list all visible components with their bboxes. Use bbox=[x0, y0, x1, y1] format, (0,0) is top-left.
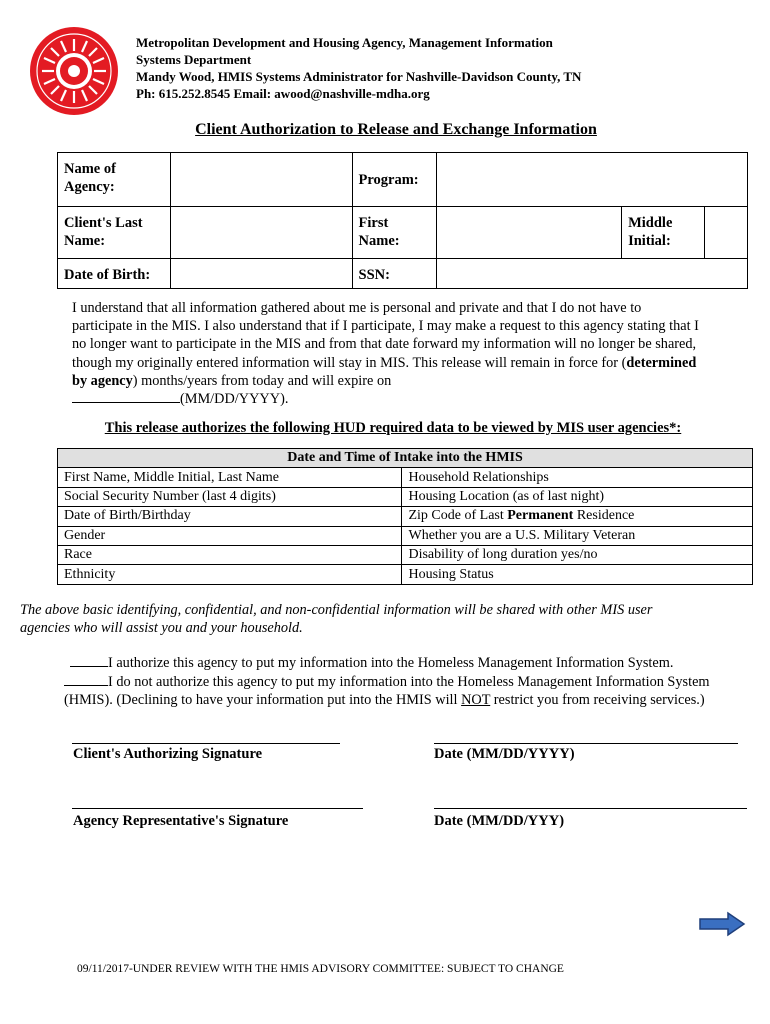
next-page-arrow-icon[interactable] bbox=[698, 911, 746, 937]
dob-field[interactable] bbox=[170, 259, 352, 289]
client-signature-line[interactable] bbox=[72, 743, 340, 744]
ssn-field[interactable] bbox=[437, 259, 748, 289]
hud-table-header: Date and Time of Intake into the HMIS bbox=[58, 449, 753, 468]
hud-item: Date of Birth/Birthday bbox=[58, 507, 402, 526]
header-line-3: Mandy Wood, HMIS Systems Administrator for Nashville-Davidson County, TN bbox=[136, 69, 582, 84]
zip-bold: Permanent bbox=[507, 508, 574, 524]
hud-item: Housing Location (as of last night) bbox=[402, 487, 753, 506]
authorize-no-blank[interactable] bbox=[64, 673, 108, 686]
hud-item: Ethnicity bbox=[58, 565, 402, 584]
dob-label: Date of Birth: bbox=[58, 259, 171, 289]
program-field[interactable] bbox=[437, 153, 748, 207]
agency-date-line[interactable] bbox=[434, 808, 747, 809]
consent-text-b: ) months/years from today and will expire on bbox=[132, 372, 392, 389]
client-date-line[interactable] bbox=[434, 743, 738, 744]
authorize-no-text: I do not authorize this agency to put my information into the Homeless Management Information System (HMIS). (Declining to have your information put into the HMIS will bbox=[64, 673, 710, 708]
client-date-label: Date (MM/DD/YYYY) bbox=[434, 746, 575, 762]
agency-name-label: Name of Agency: bbox=[58, 153, 171, 207]
ssn-label: SSN: bbox=[352, 259, 437, 289]
hud-item: Disability of long duration yes/no bbox=[402, 545, 753, 564]
authorize-no-text-end: restrict you from receiving services.) bbox=[490, 692, 705, 708]
authorize-yes-blank[interactable] bbox=[70, 654, 108, 667]
client-last-name-label: Client's Last Name: bbox=[58, 207, 171, 259]
header-line-2: Systems Department bbox=[136, 52, 252, 67]
hud-item: Social Security Number (last 4 digits) bbox=[58, 487, 402, 506]
middle-initial-field[interactable] bbox=[705, 207, 748, 259]
hud-item: Household Relationships bbox=[402, 468, 753, 487]
hud-item: First Name, Middle Initial, Last Name bbox=[58, 468, 402, 487]
program-label: Program: bbox=[352, 153, 437, 207]
hud-item: Housing Status bbox=[402, 565, 753, 584]
footer-note: 09/11/2017-UNDER REVIEW WITH THE HMIS ADVISORY COMMITTEE: SUBJECT TO CHANGE bbox=[77, 963, 564, 975]
first-name-label: First Name: bbox=[352, 207, 437, 259]
mdha-logo bbox=[28, 25, 120, 117]
hud-item: Gender bbox=[58, 526, 402, 545]
hud-item-zip bbox=[402, 507, 753, 526]
consent-text-a: I understand that all information gathered about me is personal and private and that I do not have to participate in the MIS. I also understand that if I participate, I may make a request to this agency stating that I no longer want to participate in the MIS and from that date forward my information will no longer be shared, though my originally entered information will stay in MIS. This release will remain in force for ( bbox=[72, 300, 699, 371]
date-format: (MM/DD/YYYY). bbox=[180, 391, 289, 408]
agency-name-field[interactable] bbox=[170, 153, 352, 207]
agency-signature-line[interactable] bbox=[72, 808, 363, 809]
agency-date-label: Date (MM/DD/YYY) bbox=[434, 813, 565, 829]
zip-after: Residence bbox=[573, 508, 635, 524]
hud-item: Whether you are a U.S. Military Veteran bbox=[402, 526, 753, 545]
header-line-4: Ph: 615.252.8545 Email: awood@nashville-mdha.org bbox=[136, 86, 430, 101]
not-word: NOT bbox=[461, 692, 491, 708]
authorize-yes-text: I authorize this agency to put my information into the Homeless Management Information System. bbox=[108, 655, 674, 671]
client-info-table bbox=[57, 152, 748, 289]
hud-item: Race bbox=[58, 545, 402, 564]
hud-data-title: This release authorizes the following HUD required data to be viewed by MIS user agencies*: bbox=[104, 420, 682, 436]
header-line-1: Metropolitan Development and Housing Agency, Management Information bbox=[136, 35, 553, 50]
middle-initial-label: Middle Initial: bbox=[622, 207, 705, 259]
shared-info-note: The above basic identifying, confidential, and non-confidential information will be shared with other MIS user agencies who will assist you and your household. bbox=[20, 602, 653, 636]
first-name-field[interactable] bbox=[437, 207, 622, 259]
hud-data-table bbox=[57, 448, 753, 585]
authorization-choices bbox=[53, 654, 753, 710]
client-signature-label: Client's Authorizing Signature bbox=[73, 746, 263, 762]
document-title: Client Authorization to Release and Exchange Information bbox=[195, 121, 597, 138]
agency-signature-label: Agency Representative's Signature bbox=[73, 813, 289, 829]
consent-bold: determined by agency bbox=[72, 354, 697, 389]
agency-header bbox=[136, 34, 581, 102]
client-last-name-field[interactable] bbox=[170, 207, 352, 259]
expiry-date-blank[interactable] bbox=[72, 390, 180, 403]
consent-paragraph bbox=[72, 299, 702, 408]
zip-text: Zip Code of Last bbox=[408, 508, 508, 524]
